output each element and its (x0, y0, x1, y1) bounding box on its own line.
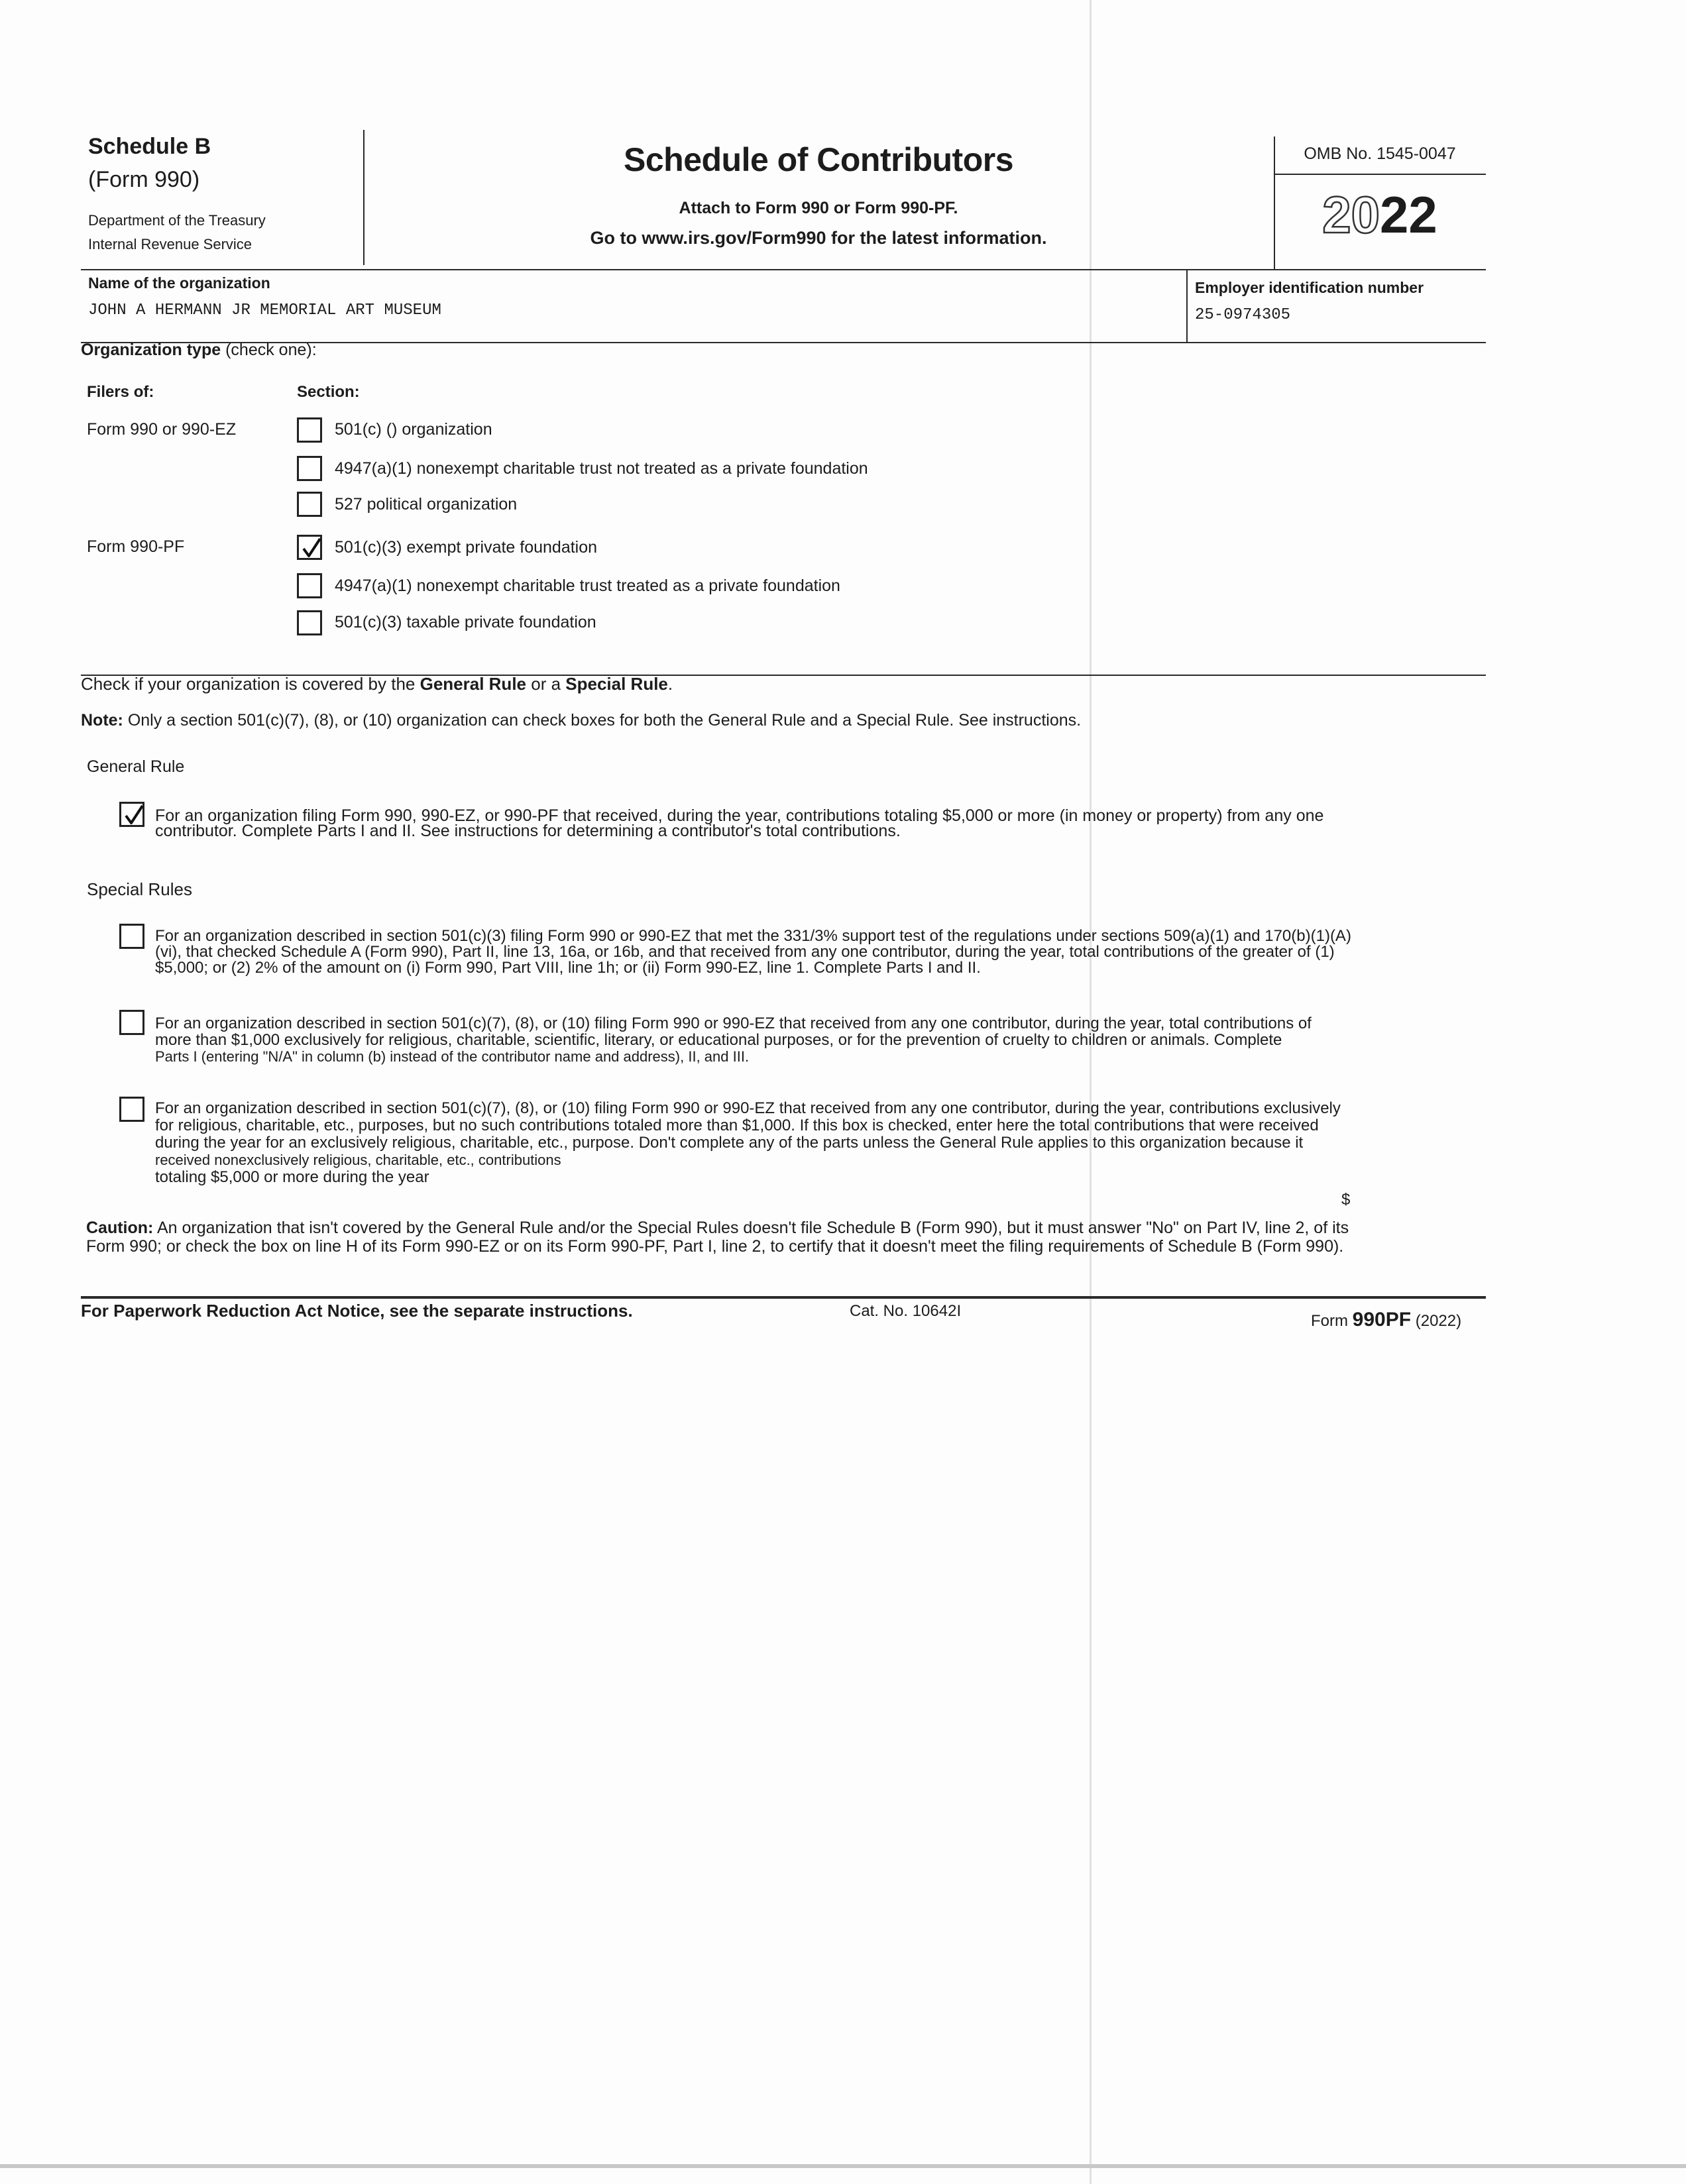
special-rule-3-line-5: totaling $5,000 or more during the year (155, 1168, 429, 1186)
ein-value: 25-0974305 (1195, 306, 1291, 324)
page-fold-shadow (1090, 0, 1092, 2184)
note-text: Only a section 501(c)(7), (8), or (10) organization can check boxes for both the General Rule and a Special Rule. See instructions. (123, 711, 1082, 730)
option-label-4947-not-private: 4947(a)(1) nonexempt charitable trust not treated as a private foundation (335, 459, 868, 478)
general-rule-line-1: For an organization filing Form 990, 990-EZ, or 990-PF that received, during the year, contributions totaling $5,000 or more (in money or property) from any one (155, 806, 1324, 825)
rules-intro-text: Check if your organization is covered by the (81, 674, 420, 694)
attach-instruction: Attach to Form 990 or Form 990-PF. (679, 199, 958, 217)
general-rule-heading: General Rule (87, 757, 185, 776)
special-rule-3-line-4: received nonexclusively religious, charitable, etc., contributions (155, 1152, 561, 1168)
checkbox-501c3-exempt-private[interactable] (297, 535, 322, 560)
tax-year-outline: 20 (1322, 186, 1380, 244)
checkmark-icon (300, 537, 323, 559)
checkbox-501c3-taxable[interactable] (297, 610, 322, 635)
special-rule-1-text (155, 926, 1351, 978)
checkbox-special-rule-2[interactable] (119, 1010, 144, 1035)
special-rule-2-line-3: Parts I (entering "N/A" in column (b) instead of the contributor name and address), II, and III. (155, 1048, 750, 1065)
checkbox-special-rule-1[interactable] (119, 924, 144, 949)
option-label-527: 527 political organization (335, 495, 518, 514)
ein-label: Employer identification number (1195, 279, 1424, 296)
footer-form-word: Form (1311, 1312, 1353, 1330)
rules-intro-period: . (667, 674, 673, 694)
special-rule-3-dollar: $ (1341, 1191, 1351, 1209)
org-name-label: Name of the organization (88, 274, 270, 292)
page-bottom-edge (0, 2164, 1686, 2168)
checkbox-general-rule[interactable] (119, 802, 144, 827)
form-main-title: Schedule of Contributors (624, 141, 1013, 178)
rules-intro-or: or a (526, 674, 566, 694)
form-reference: (Form 990) (88, 167, 200, 192)
tax-year (1274, 187, 1486, 243)
option-label-501c3-taxable: 501(c)(3) taxable private foundation (335, 613, 596, 631)
org-type-heading-bold: Organization type (81, 341, 221, 359)
special-rules-heading: Special Rules (87, 879, 192, 899)
general-rule-line-2: contributor. Complete Parts I and II. See instructions for determining a contributor's total contributions. (155, 822, 901, 840)
checkbox-4947-private[interactable] (297, 573, 322, 598)
caution-line-1 (86, 1218, 1349, 1238)
omb-number: OMB No. 1545-0047 (1304, 144, 1456, 163)
checkbox-501c-organization[interactable] (297, 417, 322, 443)
caution-line-1-text: An organization that isn't covered by the General Rule and/or the Special Rules doesn't file Schedule B (Form 990), but it must answer "No" on Part IV, line 2, of its (153, 1219, 1349, 1237)
org-type-heading-rest: (check one): (221, 341, 317, 359)
filer-form-990: Form 990 or 990-EZ (87, 420, 237, 439)
special-rule-1-line-2: (vi), that checked Schedule A (Form 990), Part II, line 13, 16a, or 16b, and that received from any one contributor, during the year, total contributions of the greater of (1) (155, 943, 1335, 961)
special-rule-2-line-2: more than $1,000 exclusively for religious, charitable, scientific, literary, or educational purposes, or for the prevention of cruelty to children or animals. Complete (155, 1031, 1282, 1049)
irs-url-instruction: Go to www.irs.gov/Form990 for the latest information. (590, 228, 1047, 248)
option-label-4947-private: 4947(a)(1) nonexempt charitable trust treated as a private foundation (335, 576, 840, 595)
checkbox-special-rule-3[interactable] (119, 1097, 144, 1122)
footer-rule (81, 1296, 1486, 1299)
option-label-501c: 501(c) () organization (335, 420, 492, 439)
footer-form-year: (2022) (1411, 1312, 1462, 1330)
special-rule-2-text (155, 1014, 1312, 1067)
special-rule-3-line-3: during the year for an exclusively religious, charitable, etc., purpose. Don't complete any of the parts unless the General Rule applies to this organization because it (155, 1134, 1304, 1152)
option-label-501c3-exempt: 501(c)(3) exempt private foundation (335, 538, 598, 557)
org-type-heading (81, 341, 317, 360)
header-bottom-rule (81, 269, 1486, 270)
caution-line-2: Form 990; or check the box on line H of its Form 990-EZ or on its Form 990-PF, Part I, line 2, to certify that it doesn't meet the filing requirements of Schedule B (Form 990). (86, 1237, 1344, 1256)
special-rule-3-line-2: for religious, charitable, etc., purposes, but no such contributions totaled more than $1,000. If this box is checked, enter here the total contributions that were received (155, 1117, 1319, 1134)
filers-of-label: Filers of: (87, 383, 154, 401)
checkbox-527-political[interactable] (297, 492, 322, 517)
caution-label: Caution: (86, 1219, 154, 1237)
footer-form-number: 990PF (1352, 1309, 1412, 1331)
special-rule-term: Special Rule (565, 674, 668, 694)
tax-year-solid: 22 (1380, 186, 1437, 244)
special-rule-3-text (155, 1099, 1341, 1187)
note-label: Note: (81, 711, 123, 730)
special-rule-3-line-1: For an organization described in section 501(c)(7), (8), or (10) filing Form 990 or 990-EZ that received from any one contributor, during the year, contributions exclusively (155, 1099, 1341, 1117)
paperwork-notice: For Paperwork Reduction Act Notice, see the separate instructions. (81, 1301, 633, 1321)
org-name-value: JOHN A HERMANN JR MEMORIAL ART MUSEUM (88, 301, 441, 319)
special-rule-1-line-3: $5,000; or (2) 2% of the amount on (i) Form 990, Part VIII, line 1h; or (ii) Form 990-EZ, line 1. Complete Parts I and II. (155, 959, 981, 977)
department-line-1: Department of the Treasury (88, 212, 266, 229)
general-rule-term: General Rule (420, 674, 527, 694)
schedule-title: Schedule B (88, 134, 211, 159)
special-rule-1-line-1: For an organization described in section 501(c)(3) filing Form 990 or 990-EZ that met the 331/3% support test of the regulations under sections 509(a)(1) and 170(b)(1)(A) (155, 927, 1351, 945)
checkmark-icon (123, 804, 145, 826)
department-line-2: Internal Revenue Service (88, 236, 253, 252)
filer-form-990pf: Form 990-PF (87, 537, 185, 556)
omb-year-divider (1274, 174, 1486, 175)
note-line (81, 711, 1081, 730)
special-rule-2-line-1: For an organization described in section 501(c)(7), (8), or (10) filing Form 990 or 990-EZ that received from any one contributor, during the year, total contributions of (155, 1014, 1312, 1032)
general-rule-text (155, 806, 1323, 842)
rules-intro (81, 674, 673, 694)
footer-form-id (1311, 1309, 1461, 1331)
caution-text (86, 1218, 1349, 1256)
checkbox-4947-not-private[interactable] (297, 456, 322, 481)
ein-divider (1186, 269, 1188, 342)
section-label: Section: (297, 383, 360, 401)
catalog-number: Cat. No. 10642I (850, 1302, 962, 1320)
